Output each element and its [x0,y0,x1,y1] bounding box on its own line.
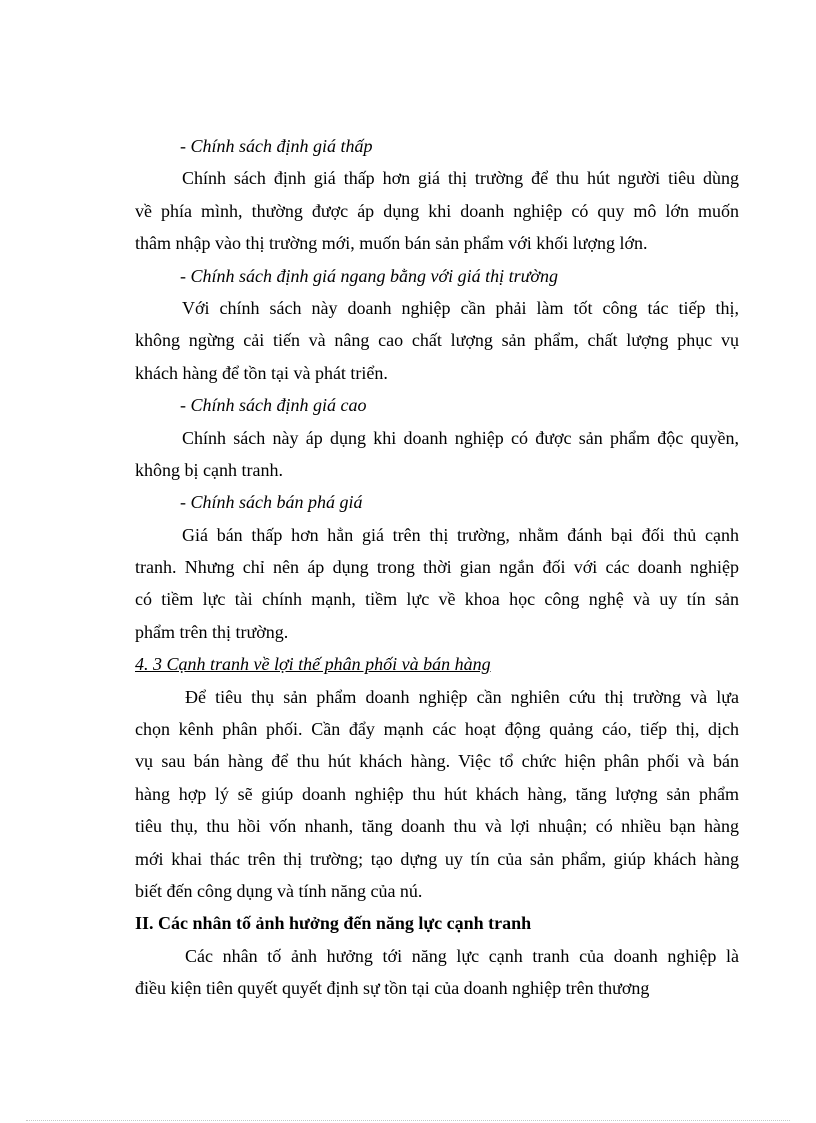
paragraph-high-price [135,422,739,487]
page-body [135,130,739,1005]
paragraph-market-price [135,292,739,389]
subheading-low-price-policy: - Chính sách định giá thấp [180,136,373,156]
text-line: vụ sau bán hàng để thu hút khách hàng. Việc tổ chức hiện phân phối và bán [135,751,739,772]
chapter-heading-competitiveness-factors: II. Các nhân tố ảnh hưởng đến năng lực cạnh tranh [135,913,532,934]
text-line: về phía mình, thường được áp dụng khi doanh nghiệp có quy mô lớn muốn [135,200,739,221]
text-line: Chính sách định giá thấp hơn giá thị trường để thu hút người tiêu dùng [182,168,739,189]
text-line: có tiềm lực tài chính mạnh, tiềm lực về khoa học công nghệ và uy tín sản [135,589,739,610]
section-heading-distribution: 4. 3 Cạnh tranh về lợi thế phân phối và bán hàng [135,654,491,675]
text-line: Với chính sách này doanh nghiệp cần phải làm tốt công tác tiếp thị, [182,297,739,318]
subheading-high-price-policy: - Chính sách định giá cao [180,395,367,416]
text-line: không ngừng cải tiến và nâng cao chất lượng sản phẩm, chất lượng phục vụ [135,330,739,351]
subheading-market-price-policy: - Chính sách định giá ngang bằng với giá thị trường [180,265,559,286]
text-line: biết đến công dụng và tính năng của nú. [135,880,423,901]
text-line: khách hàng để tồn tại và phát triển. [135,362,388,383]
paragraph-low-price [135,162,739,259]
text-line: tiêu thụ, thu hồi vốn nhanh, tăng doanh thu và lợi nhuận; có nhiều bạn hàng [135,816,739,837]
text-line: điều kiện tiên quyết quyết định sự tồn tại của doanh nghiệp trên thương [135,978,650,999]
text-line: không bị cạnh tranh. [135,459,283,480]
text-line: chọn kênh phân phối. Cần đẩy mạnh các hoạt động quảng cáo, tiếp thị, dịch [135,719,739,740]
text-line: hàng hợp lý sẽ giúp doanh nghiệp thu hút khách hàng, tăng lượng sản phẩm [135,783,739,804]
text-line: Chính sách này áp dụng khi doanh nghiệp có được sản phẩm độc quyền, [182,427,739,448]
text-line: Giá bán thấp hơn hẳn giá trên thị trường, nhằm đánh bại đối thủ cạnh [182,524,739,545]
page-bottom-dotted-rule [26,1120,790,1121]
text-line: tranh. Nhưng chỉ nên áp dụng trong thời gian ngắn đối với các doanh nghiệp [135,557,739,578]
text-line: thâm nhập vào thị trường mới, muốn bán sản phẩm với khối lượng lớn. [135,233,648,254]
paragraph-distribution [135,681,739,908]
text-line: phẩm trên thị trường. [135,621,289,642]
text-line: Để tiêu thụ sản phẩm doanh nghiệp cần nghiên cứu thị trường và lựa [185,686,739,707]
paragraph-factors [135,940,739,1005]
text-line: mới khai thác trên thị trường; tạo dựng uy tín của sản phẩm, giúp khách hàng [135,848,739,869]
text-line: Các nhân tố ảnh hưởng tới năng lực cạnh tranh của doanh nghiệp là [185,945,739,966]
paragraph-dumping [135,519,739,649]
subheading-dumping-policy: - Chính sách bán phá giá [180,492,363,513]
